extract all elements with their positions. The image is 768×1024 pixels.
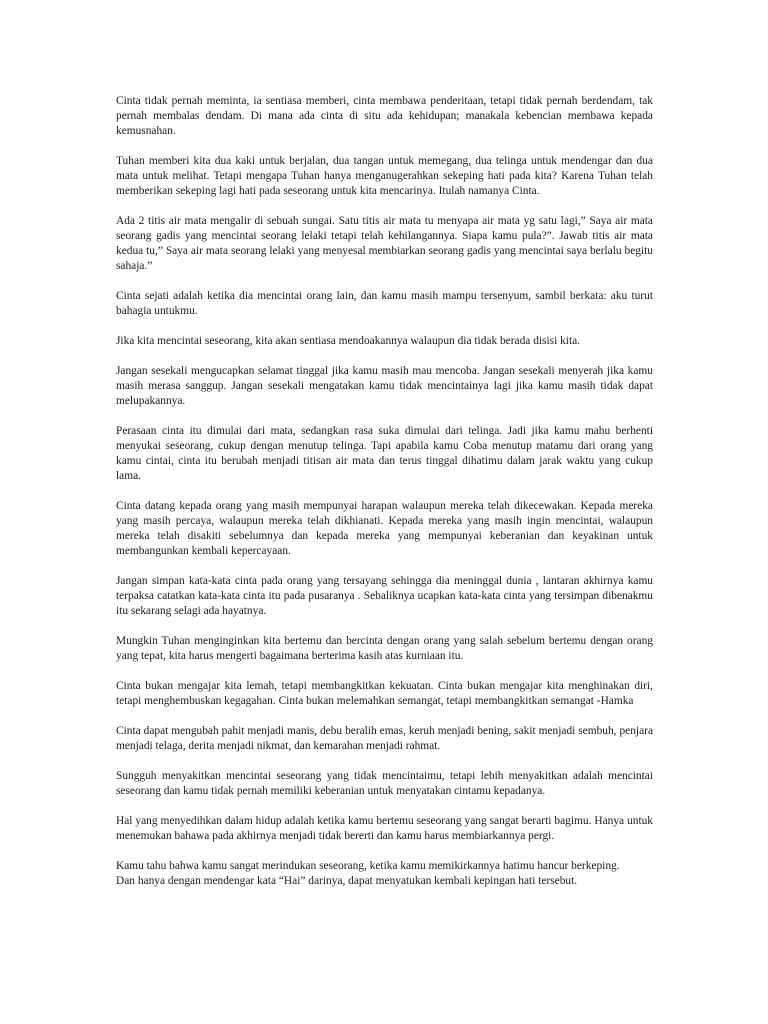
paragraph-1: Cinta tidak pernah meminta, ia sentiasa memberi, cinta membawa penderitaan, tetapi tidak pernah berdendam, tak pernah membalas dendam. Di mana ada cinta di situ ada kehidupan; manakala kebencian membawa kepada kemusnahan. [116, 95, 653, 137]
paragraph-13: Sungguh menyakitkan mencintai seseorang yang tidak mencintaimu, tetapi lebih menyakitkan adalah mencintai seseorang dan kamu tidak pernah memiliki keberanian untuk menyatakan cintamu kepadanya. [116, 770, 653, 797]
paragraph-2: Tuhan memberi kita dua kaki untuk berjalan, dua tangan untuk memegang, dua telinga untuk mendengar dan dua mata untuk melihat. Tetapi mengapa Tuhan hanya menganugerahkan sekeping hati pada kita? Karena Tuhan telah memberikan sekeping lagi hati pada seseorang untuk kita mencarinya. Itulah namanya Cinta. [116, 155, 653, 197]
paragraph-4: Cinta sejati adalah ketika dia mencintai orang lain, dan kamu masih mampu tersenyum, sambil berkata: aku turut bahagia untukmu. [116, 290, 653, 317]
paragraph-15: Kamu tahu bahwa kamu sangat merindukan seseorang, ketika kamu memikirkannya hatimu hancur berkeping. [116, 860, 620, 872]
paragraph-3: Ada 2 titis air mata mengalir di sebuah sungai. Satu titis air mata tu menyapa air mata yg satu lagi,” Saya air mata seorang gadis yang mencintai seorang lelaki tetapi telah kehilangannya. Siapa kamu pula?”. Jawab titis air mata kedua tu,” Saya air mata seorang lelaki yang menyesal membiarkan seorang gadis yang mencintai saya berlalu begitu sahaja.” [116, 215, 653, 272]
paragraph-6: Jangan sesekali mengucapkan selamat tinggal jika kamu masih mau mencoba. Jangan sesekali menyerah jika kamu masih merasa sanggup. Jangan sesekali mengatakan kamu tidak mencintainya lagi jika kamu masih tidak dapat melupakannya. [116, 365, 653, 407]
paragraph-5: Jika kita mencintai seseorang, kita akan sentiasa mendoakannya walaupun dia tidak berada disisi kita. [116, 335, 581, 347]
paragraph-16: Dan hanya dengan mendengar kata “Hai” darinya, dapat menyatukan kembali kepingan hati tersebut. [116, 875, 578, 887]
document-body [116, 94, 653, 889]
paragraph-10: Mungkin Tuhan menginginkan kita bertemu dan bercinta dengan orang yang salah sebelum bertemu dengan orang yang tepat, kita harus mengerti bagaimana berterima kasih atas kurniaan itu. [116, 635, 653, 662]
paragraph-8: Cinta datang kepada orang yang masih mempunyai harapan walaupun mereka telah dikecewakan. Kepada mereka yang masih percaya, walaupun mereka telah dikhianati. Kepada mereka yang masih ingin mencintai, walaupun mereka telah disakiti sebelumnya dan kepada mereka yang mempunyai keberanian dan keyakinan untuk membangunkan kembali kepercayaan. [116, 500, 653, 557]
paragraph-7: Perasaan cinta itu dimulai dari mata, sedangkan rasa suka dimulai dari telinga. Jadi jika kamu mahu berhenti menyukai seseorang, cukup dengan menutup telinga. Tapi apabila kamu Coba menutup matamu dari orang yang kamu cintai, cinta itu berubah menjadi titisan air mata dan terus tinggal dihatimu dalam jarak waktu yang cukup lama. [116, 425, 653, 482]
paragraph-9: Jangan simpan kata-kata cinta pada orang yang tersayang sehingga dia meninggal dunia , lantaran akhirnya kamu terpaksa catatkan kata-kata cinta itu pada pusaranya . Sebaliknya ucapkan kata-kata cinta yang tersimpan dibenakmu itu sekarang selagi ada hayatnya. [116, 575, 653, 617]
paragraph-14: Hal yang menyedihkan dalam hidup adalah ketika kamu bertemu seseorang yang sangat berarti bagimu. Hanya untuk menemukan bahawa pada akhirnya menjadi tidak bererti dan kamu harus membiarkannya pergi. [116, 815, 653, 842]
paragraph-12: Cinta dapat mengubah pahit menjadi manis, debu beralih emas, keruh menjadi bening, sakit menjadi sembuh, penjara menjadi telaga, derita menjadi nikmat, dan kemarahan menjadi rahmat. [116, 725, 653, 752]
paragraph-11: Cinta bukan mengajar kita lemah, tetapi membangkitkan kekuatan. Cinta bukan mengajar kita menghinakan diri, tetapi menghembuskan kegagahan. Cinta bukan melemahkan semangat, tetapi membangkitkan semangat -Hamka [116, 680, 653, 707]
